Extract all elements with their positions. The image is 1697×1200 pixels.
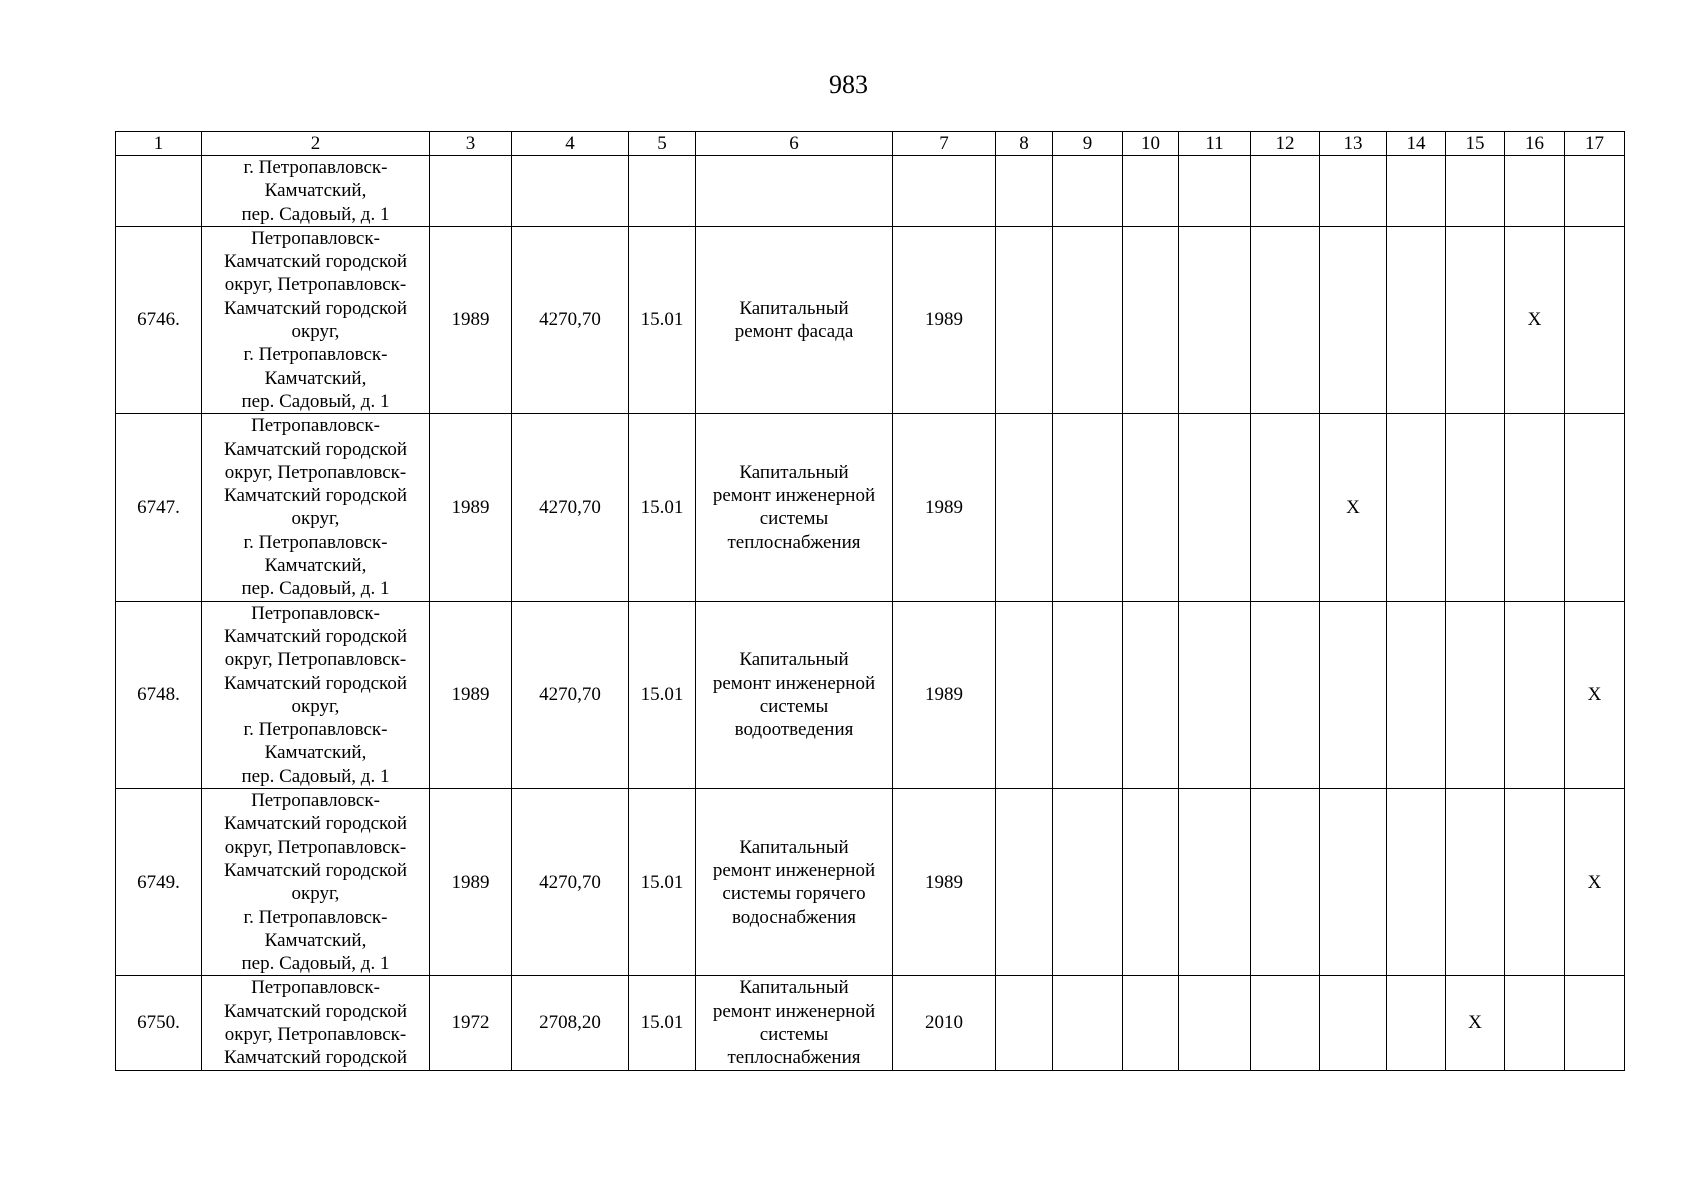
table-row <box>116 156 1625 227</box>
column-header: 5 <box>629 132 696 156</box>
mark-cell-col-13 <box>1320 976 1387 1070</box>
mark-cell-col-13 <box>1320 156 1387 227</box>
column-header: 13 <box>1320 132 1387 156</box>
mark-cell-col-9 <box>1053 156 1123 227</box>
table-row <box>116 976 1625 1070</box>
mark-cell-col-9 <box>1053 789 1123 976</box>
area-cell: 2708,20 <box>512 976 629 1070</box>
table-row <box>116 414 1625 601</box>
mark-cell-col-13: X <box>1320 414 1387 601</box>
mark-cell-col-11 <box>1179 601 1251 788</box>
plan-year-cell: 2010 <box>893 976 996 1070</box>
mark-cell-col-8 <box>996 601 1053 788</box>
mark-cell-col-12 <box>1251 414 1320 601</box>
build-year-cell: 1989 <box>430 414 512 601</box>
code-cell: 15.01 <box>629 414 696 601</box>
mark-cell-col-15 <box>1446 156 1505 227</box>
mark-cell-col-17 <box>1565 226 1625 413</box>
mark-cell-col-12 <box>1251 789 1320 976</box>
plan-year-cell <box>893 156 996 227</box>
mark-cell-col-14 <box>1387 156 1446 227</box>
plan-year-cell: 1989 <box>893 789 996 976</box>
mark-cell-col-10 <box>1123 156 1179 227</box>
address-cell: г. Петропавловск- Камчатский, пер. Садовый, д. 1 <box>202 156 430 227</box>
row-number <box>116 156 202 227</box>
mark-cell-col-9 <box>1053 976 1123 1070</box>
mark-cell-col-12 <box>1251 976 1320 1070</box>
mark-cell-col-12 <box>1251 601 1320 788</box>
mark-cell-col-8 <box>996 976 1053 1070</box>
mark-cell-col-16 <box>1505 976 1565 1070</box>
mark-cell-col-12 <box>1251 226 1320 413</box>
code-cell: 15.01 <box>629 976 696 1070</box>
repair-schedule-table <box>115 131 1625 1071</box>
work-type-cell: Капитальный ремонт инженерной системы теплоснабжения <box>696 976 893 1070</box>
page-number: 983 <box>829 70 868 99</box>
code-cell: 15.01 <box>629 226 696 413</box>
area-cell: 4270,70 <box>512 601 629 788</box>
mark-cell-col-16 <box>1505 156 1565 227</box>
column-header: 14 <box>1387 132 1446 156</box>
column-header: 12 <box>1251 132 1320 156</box>
work-type-cell: Капитальный ремонт инженерной системы теплоснабжения <box>696 414 893 601</box>
mark-cell-col-12 <box>1251 156 1320 227</box>
mark-cell-col-14 <box>1387 414 1446 601</box>
column-header: 10 <box>1123 132 1179 156</box>
column-header: 7 <box>893 132 996 156</box>
work-type-cell: Капитальный ремонт инженерной системы водоотведения <box>696 601 893 788</box>
mark-cell-col-11 <box>1179 414 1251 601</box>
column-header: 1 <box>116 132 202 156</box>
row-number: 6746. <box>116 226 202 413</box>
mark-cell-col-8 <box>996 226 1053 413</box>
mark-cell-col-16 <box>1505 789 1565 976</box>
mark-cell-col-15: X <box>1446 976 1505 1070</box>
mark-cell-col-15 <box>1446 226 1505 413</box>
build-year-cell: 1972 <box>430 976 512 1070</box>
row-number: 6750. <box>116 976 202 1070</box>
work-type-cell <box>696 156 893 227</box>
plan-year-cell: 1989 <box>893 414 996 601</box>
column-header: 8 <box>996 132 1053 156</box>
mark-cell-col-10 <box>1123 226 1179 413</box>
column-header: 16 <box>1505 132 1565 156</box>
row-number: 6748. <box>116 601 202 788</box>
column-header: 2 <box>202 132 430 156</box>
mark-cell-col-9 <box>1053 601 1123 788</box>
mark-cell-col-9 <box>1053 226 1123 413</box>
mark-cell-col-10 <box>1123 601 1179 788</box>
mark-cell-col-16 <box>1505 414 1565 601</box>
address-cell: Петропавловск- Камчатский городской округ, Петропавловск- Камчатский городской округ, г. Петропавловск- Камчатский, пер. Садовый, д. 1 <box>202 601 430 788</box>
mark-cell-col-10 <box>1123 789 1179 976</box>
build-year-cell: 1989 <box>430 789 512 976</box>
mark-cell-col-17 <box>1565 414 1625 601</box>
plan-year-cell: 1989 <box>893 601 996 788</box>
mark-cell-col-16 <box>1505 601 1565 788</box>
table-row <box>116 789 1625 976</box>
column-number-row <box>116 132 1625 156</box>
code-cell <box>629 156 696 227</box>
column-header: 15 <box>1446 132 1505 156</box>
mark-cell-col-8 <box>996 789 1053 976</box>
column-header: 11 <box>1179 132 1251 156</box>
mark-cell-col-10 <box>1123 414 1179 601</box>
code-cell: 15.01 <box>629 601 696 788</box>
mark-cell-col-14 <box>1387 789 1446 976</box>
mark-cell-col-14 <box>1387 976 1446 1070</box>
work-type-cell: Капитальный ремонт инженерной системы горячего водоснабжения <box>696 789 893 976</box>
mark-cell-col-16: X <box>1505 226 1565 413</box>
area-cell: 4270,70 <box>512 226 629 413</box>
mark-cell-col-15 <box>1446 601 1505 788</box>
mark-cell-col-8 <box>996 414 1053 601</box>
table-row <box>116 226 1625 413</box>
mark-cell-col-10 <box>1123 976 1179 1070</box>
mark-cell-col-17 <box>1565 156 1625 227</box>
column-header: 17 <box>1565 132 1625 156</box>
address-cell: Петропавловск- Камчатский городской округ, Петропавловск- Камчатский городской округ, г. Петропавловск- Камчатский, пер. Садовый, д. 1 <box>202 789 430 976</box>
plan-year-cell: 1989 <box>893 226 996 413</box>
area-cell: 4270,70 <box>512 414 629 601</box>
column-header: 4 <box>512 132 629 156</box>
mark-cell-col-17: X <box>1565 789 1625 976</box>
build-year-cell: 1989 <box>430 601 512 788</box>
work-type-cell: Капитальный ремонт фасада <box>696 226 893 413</box>
column-header: 3 <box>430 132 512 156</box>
table-row <box>116 601 1625 788</box>
mark-cell-col-11 <box>1179 789 1251 976</box>
mark-cell-col-11 <box>1179 226 1251 413</box>
mark-cell-col-13 <box>1320 789 1387 976</box>
area-cell <box>512 156 629 227</box>
address-cell: Петропавловск- Камчатский городской округ, Петропавловск- Камчатский городской округ, г. Петропавловск- Камчатский, пер. Садовый, д. 1 <box>202 414 430 601</box>
mark-cell-col-17: X <box>1565 601 1625 788</box>
address-cell: Петропавловск- Камчатский городской округ, Петропавловск- Камчатский городской округ, г. Петропавловск- Камчатский, пер. Садовый, д. 1 <box>202 226 430 413</box>
row-number: 6749. <box>116 789 202 976</box>
mark-cell-col-11 <box>1179 156 1251 227</box>
mark-cell-col-15 <box>1446 414 1505 601</box>
mark-cell-col-11 <box>1179 976 1251 1070</box>
mark-cell-col-13 <box>1320 601 1387 788</box>
mark-cell-col-14 <box>1387 226 1446 413</box>
build-year-cell <box>430 156 512 227</box>
row-number: 6747. <box>116 414 202 601</box>
mark-cell-col-9 <box>1053 414 1123 601</box>
column-header: 9 <box>1053 132 1123 156</box>
area-cell: 4270,70 <box>512 789 629 976</box>
mark-cell-col-15 <box>1446 789 1505 976</box>
column-header: 6 <box>696 132 893 156</box>
mark-cell-col-8 <box>996 156 1053 227</box>
address-cell: Петропавловск- Камчатский городской округ, Петропавловск- Камчатский городской <box>202 976 430 1070</box>
mark-cell-col-14 <box>1387 601 1446 788</box>
build-year-cell: 1989 <box>430 226 512 413</box>
mark-cell-col-13 <box>1320 226 1387 413</box>
mark-cell-col-17 <box>1565 976 1625 1070</box>
code-cell: 15.01 <box>629 789 696 976</box>
